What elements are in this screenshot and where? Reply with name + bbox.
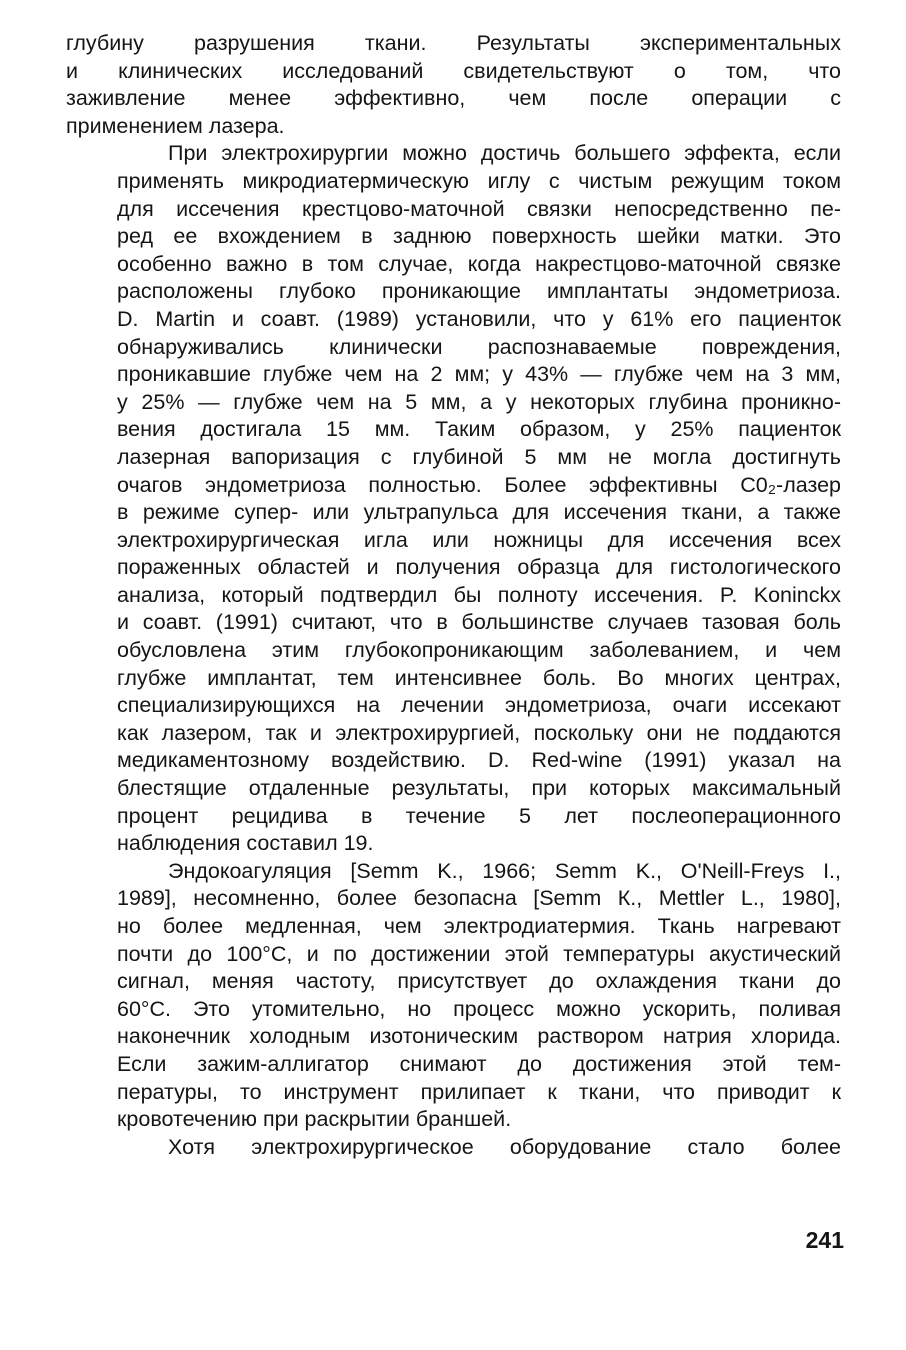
- page-body: [66, 30, 841, 1161]
- text-line: пораженных областей и получения образца для гистологического: [117, 555, 841, 580]
- text-line: у 25% — глубже чем на 5 мм, а у некоторых глубина проникно-: [117, 389, 841, 414]
- text-line: пературы, то инструмент прилипает к ткани, что приводит к: [117, 1079, 841, 1104]
- text-line: При электрохирургии можно достичь большего эффекта, если: [168, 141, 841, 166]
- text-line: медикаментозному воздействию. D. Red-wine (1991) указал на: [117, 748, 841, 773]
- text-line: обусловлена этим глубокопроникающим заболеванием, и чем: [117, 638, 841, 663]
- paragraph-p2: [66, 140, 841, 857]
- text-line: но более медленная, чем электродиатермия. Ткань нагревают: [117, 914, 841, 938]
- text-line: почти до 100°С, и по достижении этой температуры акустический: [117, 941, 841, 966]
- text-line: глубже имплантат, тем интенсивнее боль. Во многих центрах,: [117, 665, 841, 690]
- text-line: особенно важно в том случае, когда накрестцово-маточной связке: [117, 251, 841, 276]
- page-number: 241: [805, 1227, 844, 1253]
- text-line: 60°С. Это утомительно, но процесс можно ускорить, поливая: [117, 996, 841, 1021]
- text-line: наконечник холодным изотоническим раствором натрия хлорида.: [117, 1024, 841, 1049]
- text-line: 1989], несомненно, более безопасна [Semm К., Mettler L., 1980],: [117, 886, 841, 911]
- paragraph-p3: [66, 858, 841, 1134]
- text-line: D. Martin и соавт. (1989) установили, что у 61% его пациенток: [117, 306, 841, 331]
- text-line: применением лазера.: [66, 113, 285, 138]
- text-line: лазерная вапоризация с глубиной 5 мм не могла достигнуть: [117, 444, 841, 469]
- text-line: для иссечения крестцово-маточной связки непосредственно пе-: [117, 196, 841, 221]
- text-line: кровотечению при раскрытии браншей.: [117, 1107, 512, 1132]
- text-line: заживление менее эффективно, чем после операции с: [66, 86, 841, 111]
- text-line: и соавт. (1991) считают, что в большинстве случаев тазовая боль: [117, 610, 841, 635]
- text-line: обнаруживались клинически распознаваемые повреждения,: [117, 334, 841, 359]
- text-line: расположены глубоко проникающие имплантаты эндометриоза.: [117, 279, 841, 304]
- text-line: вения достигала 15 мм. Таким образом, у 25% пациенток: [117, 417, 841, 442]
- text-line: наблюдения составил 19.: [117, 831, 374, 856]
- paragraph-p4: [66, 1134, 841, 1162]
- text-line: сигнал, меняя частоту, присутствует до охлаждения ткани до: [117, 969, 841, 994]
- text-line: применять микродиатермическую иглу с чистым режущим током: [117, 168, 841, 193]
- text-line: как лазером, так и электрохирургией, поскольку они не поддаются: [117, 720, 841, 745]
- text-line: электрохирургическая игла или ножницы для иссечения всех: [117, 527, 841, 552]
- text-line: проникавшие глубже чем на 2 мм; у 43% — глубже чем на 3 мм,: [117, 362, 841, 387]
- text-line: глубину разрушения ткани. Результаты экспериментальных: [66, 31, 841, 55]
- text-line: специализирующихся на лечении эндометриоза, очаги иссекают: [117, 693, 841, 718]
- text-line: ред ее вхождением в заднюю поверхность шейки матки. Это: [117, 224, 841, 249]
- text-line: очагов эндометриоза полностью. Более эффективны С0₂-лазер: [117, 472, 841, 497]
- text-line: в режиме супер- или ультрапульса для иссечения ткани, а также: [117, 500, 841, 525]
- text-line: процент рецидива в течение 5 лет послеоперационного: [117, 803, 841, 828]
- text-line: блестящие отдаленные результаты, при которых максимальный: [117, 776, 841, 801]
- text-line: Эндокоагуляция [Semm K., 1966; Semm K., O'Neill-Freys I.,: [168, 858, 841, 883]
- text-line: и клинических исследований свидетельствуют о том, что: [66, 58, 841, 83]
- paragraph-p1: [66, 30, 841, 140]
- text-line: анализа, который подтвердил бы полноту иссечения. P. Koninckx: [117, 582, 841, 607]
- text-line: Если зажим-аллигатор снимают до достижения этой тем-: [117, 1051, 841, 1076]
- text-line: Хотя электрохирургическое оборудование стало более: [168, 1134, 841, 1159]
